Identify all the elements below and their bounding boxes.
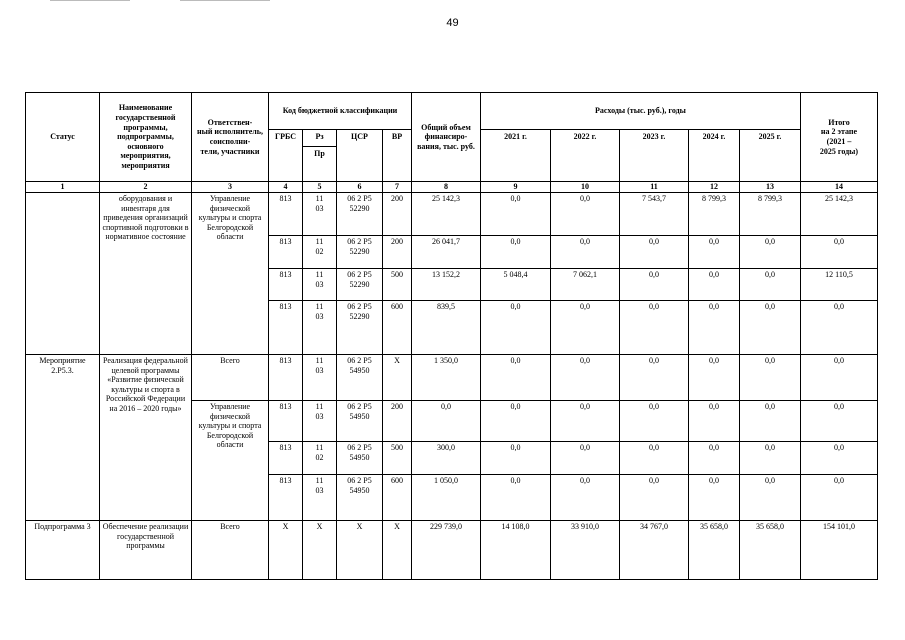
group2-row-cell: 300,0	[411, 441, 481, 475]
header-rz: Рз	[302, 129, 337, 147]
group1-row-cell: 06 2 Р5 52290	[336, 268, 383, 301]
group2-row-cell: 0,0	[550, 354, 620, 401]
group2-status: Мероприятие 2.Р5.3.	[25, 354, 100, 521]
group1-row-cell: 200	[382, 192, 412, 236]
group2-row-cell: 0,0	[619, 474, 689, 521]
group1-name: оборудования и инвентаря для приведения организаций спортивной подготовки в нормативное состояние	[99, 192, 192, 355]
group2-row-cell: 11 03	[302, 400, 337, 442]
group2-row-cell: 11 02	[302, 441, 337, 475]
group1-row-cell: 5 048,4	[480, 268, 551, 301]
group2-row-cell: 0,0	[739, 441, 801, 475]
group1-executor: Управление физической культуры и спорта Белгородской области	[191, 192, 269, 355]
group1-row-cell: 0,0	[619, 235, 689, 269]
header-csr: ЦСР	[336, 129, 383, 182]
header-year-2024: 2024 г.	[688, 129, 740, 182]
column-number: 11	[619, 181, 689, 193]
header-itogo: Итого на 2 этапе (2021 – 2025 годы)	[800, 92, 878, 182]
group2-row-cell: 0,0	[411, 400, 481, 442]
group2-row-cell: 0,0	[480, 474, 551, 521]
group3-name: Обеспечение реализации государственной программы	[99, 520, 192, 580]
group1-row-cell: 813	[268, 192, 303, 236]
group2-row-cell: 0,0	[688, 400, 740, 442]
group2-row-cell: 0,0	[480, 354, 551, 401]
column-number: 8	[411, 181, 481, 193]
group1-row-cell: 11 02	[302, 235, 337, 269]
header-year-2025: 2025 г.	[739, 129, 801, 182]
group2-row-cell: Х	[382, 354, 412, 401]
group1-status	[25, 192, 100, 355]
group2-row-cell: 11 03	[302, 474, 337, 521]
group2-row-cell: 0,0	[688, 474, 740, 521]
header-year-2023: 2023 г.	[619, 129, 689, 182]
group2-row-cell: 813	[268, 354, 303, 401]
group2-name: Реализация федеральной целевой программы «Развитие физической культуры и спорта в Российской Федерации на 2016 – 2020 годы»	[99, 354, 192, 521]
group1-row-cell: 06 2 Р5 52290	[336, 235, 383, 269]
group3-row-cell: 35 658,0	[739, 520, 801, 580]
group2-row-cell: 0,0	[800, 441, 878, 475]
group1-row-cell: 0,0	[480, 300, 551, 355]
group1-row-cell: 500	[382, 268, 412, 301]
group2-row-cell: 0,0	[480, 441, 551, 475]
group1-row-cell: 0,0	[739, 300, 801, 355]
group1-row-cell: 813	[268, 300, 303, 355]
header-budget-code: Код бюджетной классификации	[268, 92, 412, 130]
group1-row-cell: 7 543,7	[619, 192, 689, 236]
header-executor: Ответствен- ный исполнитель, соисполни- тели, участники	[191, 92, 269, 182]
group3-row-cell: 154 101,0	[800, 520, 878, 580]
column-number: 7	[382, 181, 412, 193]
group2-row-cell: 0,0	[619, 441, 689, 475]
group1-row-cell: 0,0	[800, 300, 878, 355]
group2-executor: Управление физической культуры и спорта Белгородской области	[191, 400, 269, 521]
column-number: 4	[268, 181, 303, 193]
group2-row-cell: 0,0	[739, 354, 801, 401]
group3-row-cell: Х	[336, 520, 383, 580]
group1-row-cell: 0,0	[480, 192, 551, 236]
group3-row-cell: 34 767,0	[619, 520, 689, 580]
group1-row-cell: 839,5	[411, 300, 481, 355]
column-number: 5	[302, 181, 337, 193]
group3-row-cell: 14 108,0	[480, 520, 551, 580]
group2-row-cell: 06 2 Р5 54950	[336, 354, 383, 401]
group1-row-cell: 06 2 Р5 52290	[336, 300, 383, 355]
group1-row-cell: 0,0	[688, 268, 740, 301]
column-number: 14	[800, 181, 878, 193]
group2-row-cell: 06 2 Р5 54950	[336, 400, 383, 442]
group1-row-cell: 813	[268, 235, 303, 269]
group3-row-cell: Х	[302, 520, 337, 580]
group1-row-cell: 0,0	[619, 300, 689, 355]
column-number: 12	[688, 181, 740, 193]
column-number: 3	[191, 181, 269, 193]
group2-row-cell: 0,0	[480, 400, 551, 442]
group2-row-cell: 06 2 Р5 54950	[336, 474, 383, 521]
group2-row-cell: 0,0	[550, 400, 620, 442]
group1-row-cell: 25 142,3	[411, 192, 481, 236]
column-number: 9	[480, 181, 551, 193]
group3-row-cell: 33 910,0	[550, 520, 620, 580]
group2-row-cell: 11 03	[302, 354, 337, 401]
column-number: 13	[739, 181, 801, 193]
column-number: 2	[99, 181, 192, 193]
group2-row-cell: 0,0	[550, 474, 620, 521]
group1-row-cell: 11 03	[302, 268, 337, 301]
group1-row-cell: 11 03	[302, 300, 337, 355]
group2-row-cell: 813	[268, 441, 303, 475]
page-number: 49	[446, 17, 459, 29]
group2-row-cell: 813	[268, 400, 303, 442]
group2-row-cell: 0,0	[800, 354, 878, 401]
group2-row-cell: 0,0	[688, 441, 740, 475]
header-total: Общий объем финансиро- вания, тыс. руб.	[411, 92, 481, 182]
header-status: Статус	[25, 92, 100, 182]
group1-row-cell: 0,0	[550, 192, 620, 236]
group1-row-cell: 26 041,7	[411, 235, 481, 269]
group2-row-cell: 06 2 Р5 54950	[336, 441, 383, 475]
group1-row-cell: 813	[268, 268, 303, 301]
group3-row-cell: Х	[382, 520, 412, 580]
group2-row-cell: 0,0	[550, 441, 620, 475]
group1-row-cell: 0,0	[800, 235, 878, 269]
group2-row-cell: 0,0	[619, 400, 689, 442]
group3-executor: Всего	[191, 520, 269, 580]
group2-row-cell: 600	[382, 474, 412, 521]
group1-row-cell: 11 03	[302, 192, 337, 236]
group2-row-cell: 0,0	[688, 354, 740, 401]
group2-row-cell: 0,0	[800, 474, 878, 521]
column-number: 1	[25, 181, 100, 193]
group1-row-cell: 0,0	[480, 235, 551, 269]
group2-row-cell: 0,0	[619, 354, 689, 401]
header-name: Наименование государственной программы, подпрограммы, основного мероприятия, мероприятия	[99, 92, 192, 182]
group1-row-cell: 12 110,5	[800, 268, 878, 301]
group2-row-cell: 1 050,0	[411, 474, 481, 521]
group1-row-cell: 0,0	[739, 268, 801, 301]
group1-row-cell: 0,0	[739, 235, 801, 269]
group2-row-cell: 1 350,0	[411, 354, 481, 401]
group1-row-cell: 0,0	[619, 268, 689, 301]
header-expenses: Расходы (тыс. руб.), годы	[480, 92, 801, 130]
group2-row-cell: 0,0	[739, 474, 801, 521]
header-year-2022: 2022 г.	[550, 129, 620, 182]
group1-row-cell: 8 799,3	[688, 192, 740, 236]
column-number: 10	[550, 181, 620, 193]
group2-row-cell: 200	[382, 400, 412, 442]
group2-executor-total: Всего	[191, 354, 269, 401]
group1-row-cell: 0,0	[688, 235, 740, 269]
group3-row-cell: Х	[268, 520, 303, 580]
group1-row-cell: 0,0	[688, 300, 740, 355]
group1-row-cell: 600	[382, 300, 412, 355]
group3-row-cell: 35 658,0	[688, 520, 740, 580]
group1-row-cell: 0,0	[550, 235, 620, 269]
header-vr: ВР	[382, 129, 412, 182]
header-year-2021: 2021 г.	[480, 129, 551, 182]
group2-row-cell: 0,0	[800, 400, 878, 442]
group2-row-cell: 0,0	[739, 400, 801, 442]
group1-row-cell: 13 152,2	[411, 268, 481, 301]
group3-status: Подпрограмма 3	[25, 520, 100, 580]
group2-row-cell: 500	[382, 441, 412, 475]
column-number: 6	[336, 181, 383, 193]
header-pr: Пр	[302, 146, 337, 182]
header-grbs: ГРБС	[268, 129, 303, 182]
group1-row-cell: 25 142,3	[800, 192, 878, 236]
group1-row-cell: 200	[382, 235, 412, 269]
group2-row-cell: 813	[268, 474, 303, 521]
group3-row-cell: 229 739,0	[411, 520, 481, 580]
group1-row-cell: 8 799,3	[739, 192, 801, 236]
group1-row-cell: 7 062,1	[550, 268, 620, 301]
group1-row-cell: 0,0	[550, 300, 620, 355]
group1-row-cell: 06 2 Р5 52290	[336, 192, 383, 236]
